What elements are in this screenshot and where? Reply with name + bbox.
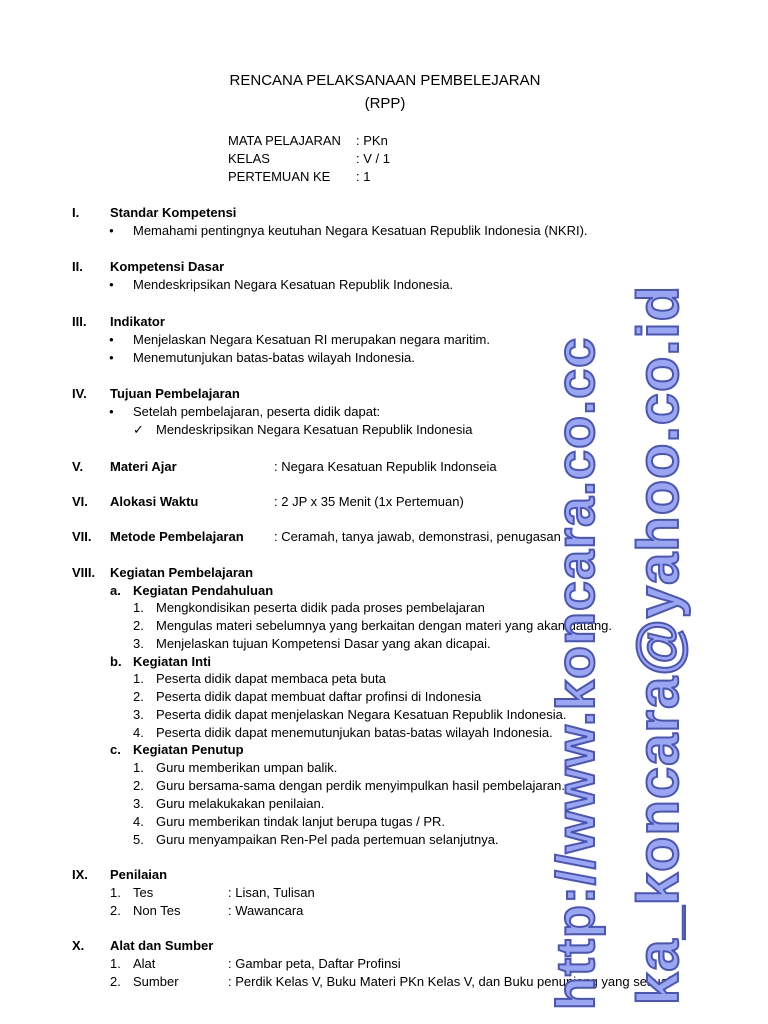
- subsection-heading: Kegiatan Inti: [133, 654, 212, 669]
- bullet-item: ● Menemutunjukan batas-batas wilayah Indonesia.: [133, 350, 415, 366]
- section-heading: Materi Ajar: [110, 459, 177, 474]
- row-label: Tes: [133, 885, 154, 900]
- list-number: 1.: [133, 760, 144, 775]
- watermark-email: ka_koncara@yahoo.co.id: [626, 284, 691, 1005]
- list-number: 1.: [110, 885, 121, 900]
- row-value: : Wawancara: [228, 903, 304, 918]
- list-number: 1.: [110, 956, 121, 971]
- bullet-item: ● Mendeskripsikan Negara Kesatuan Republik Indonesia.: [133, 277, 453, 293]
- list-item: Mengulas materi sebelumnya yang berkaitan dengan materi yang akan datang.: [156, 618, 613, 633]
- list-number: 2.: [110, 903, 121, 918]
- row-label: Non Tes: [133, 903, 181, 918]
- list-number: 1.: [133, 600, 144, 615]
- row-label: Sumber: [133, 974, 179, 989]
- list-item: Guru melakukakan penilaian.: [156, 796, 325, 811]
- doc-subtitle: (RPP): [364, 95, 406, 112]
- check-icon: ✓: [133, 422, 144, 437]
- section-number: IV.: [72, 386, 87, 401]
- section-heading: Alokasi Waktu: [110, 494, 199, 509]
- section-number: VII.: [72, 529, 92, 544]
- section-number: I.: [72, 205, 80, 220]
- section-heading: Kegiatan Pembelajaran: [110, 565, 254, 580]
- section-number: VI.: [72, 494, 88, 509]
- doc-title: RENCANA PELAKSANAAN PEMBELEJARAN: [229, 72, 541, 89]
- section-number: IX.: [72, 867, 88, 882]
- list-number: 3.: [133, 796, 144, 811]
- subsection-letter: b.: [110, 654, 122, 669]
- list-item: Mengkondisikan peserta didik pada proses pembelajaran: [156, 600, 485, 615]
- subsection-letter: a.: [110, 583, 121, 598]
- section-heading: Alat dan Sumber: [110, 938, 214, 953]
- list-item: Peserta didik dapat membuat daftar profinsi di Indonesia: [156, 689, 482, 704]
- info-label: PERTEMUAN KE: [228, 169, 331, 184]
- section-value: : 2 JP x 35 Menit (1x Pertemuan): [274, 494, 464, 509]
- list-item: Guru memberikan tindak lanjut berupa tugas / PR.: [156, 814, 446, 829]
- list-item: Peserta didik dapat membaca peta buta: [156, 671, 386, 686]
- section-heading: Standar Kompetensi: [110, 205, 237, 220]
- list-item: Guru menyampaikan Ren-Pel pada pertemuan selanjutnya.: [156, 832, 499, 847]
- list-item: Peserta didik dapat menemutunjukan batas-batas wilayah Indonesia.: [156, 725, 553, 740]
- list-number: 4.: [133, 814, 144, 829]
- list-number: 5.: [133, 832, 144, 847]
- list-item: Guru bersama-sama dengan perdik menyimpulkan hasil pembelajaran.: [156, 778, 565, 793]
- section-number: X.: [72, 938, 85, 953]
- list-number: 2.: [133, 778, 144, 793]
- row-label: Alat: [133, 956, 156, 971]
- list-number: 4.: [133, 725, 144, 740]
- subsection-letter: c.: [110, 742, 121, 757]
- section-number: II.: [72, 259, 83, 274]
- subsection-heading: Kegiatan Penutup: [133, 742, 244, 757]
- section-heading: Metode Pembelajaran: [110, 529, 244, 544]
- section-number: III.: [72, 314, 87, 329]
- list-number: 3.: [133, 636, 144, 651]
- list-item: Menjelaskan tujuan Kompetensi Dasar yang akan dicapai.: [156, 636, 491, 651]
- info-label: KELAS: [228, 151, 270, 166]
- row-value: : Gambar peta, Daftar Profinsi: [228, 956, 401, 971]
- info-value: : 1: [356, 169, 371, 184]
- section-heading: Indikator: [110, 314, 165, 329]
- section-value: : Ceramah, tanya jawab, demonstrasi, penugasan: [274, 529, 561, 544]
- section-heading: Penilaian: [110, 867, 168, 882]
- info-label: MATA PELAJARAN: [228, 133, 341, 148]
- section-number: V.: [72, 459, 84, 474]
- list-number: 1.: [133, 671, 144, 686]
- list-item: Guru memberikan umpan balik.: [156, 760, 338, 775]
- row-value: : Lisan, Tulisan: [228, 885, 315, 900]
- row-value: : Perdik Kelas V, Buku Materi PKn Kelas V, dan Buku penunjang yang sesuai: [228, 974, 671, 989]
- list-number: 2.: [133, 689, 144, 704]
- info-value: : PKn: [356, 133, 388, 148]
- section-number: VIII.: [72, 565, 96, 580]
- section-value: : Negara Kesatuan Republik Indonseia: [274, 459, 497, 474]
- list-item: Peserta didik dapat menjelaskan Negara Kesatuan Republik Indonesia.: [156, 707, 567, 722]
- section-heading: Kompetensi Dasar: [110, 259, 225, 274]
- info-value: : V / 1: [356, 151, 390, 166]
- check-item: Mendeskripsikan Negara Kesatuan Republik Indonesia: [156, 422, 473, 437]
- bullet-item: ● Menjelaskan Negara Kesatuan RI merupakan negara maritim.: [133, 332, 490, 348]
- bullet-item: ● Setelah pembelajaran, peserta didik dapat:: [133, 404, 380, 420]
- section-heading: Tujuan Pembelajaran: [110, 386, 240, 401]
- bullet-item: ● Memahami pentingnya keutuhan Negara Kesatuan Republik Indonesia (NKRI).: [133, 223, 588, 239]
- watermark-url: http://www.koncara.co.cc: [546, 336, 606, 1010]
- list-number: 2.: [110, 974, 121, 989]
- list-number: 3.: [133, 707, 144, 722]
- list-number: 2.: [133, 618, 144, 633]
- subsection-heading: Kegiatan Pendahuluan: [133, 583, 274, 598]
